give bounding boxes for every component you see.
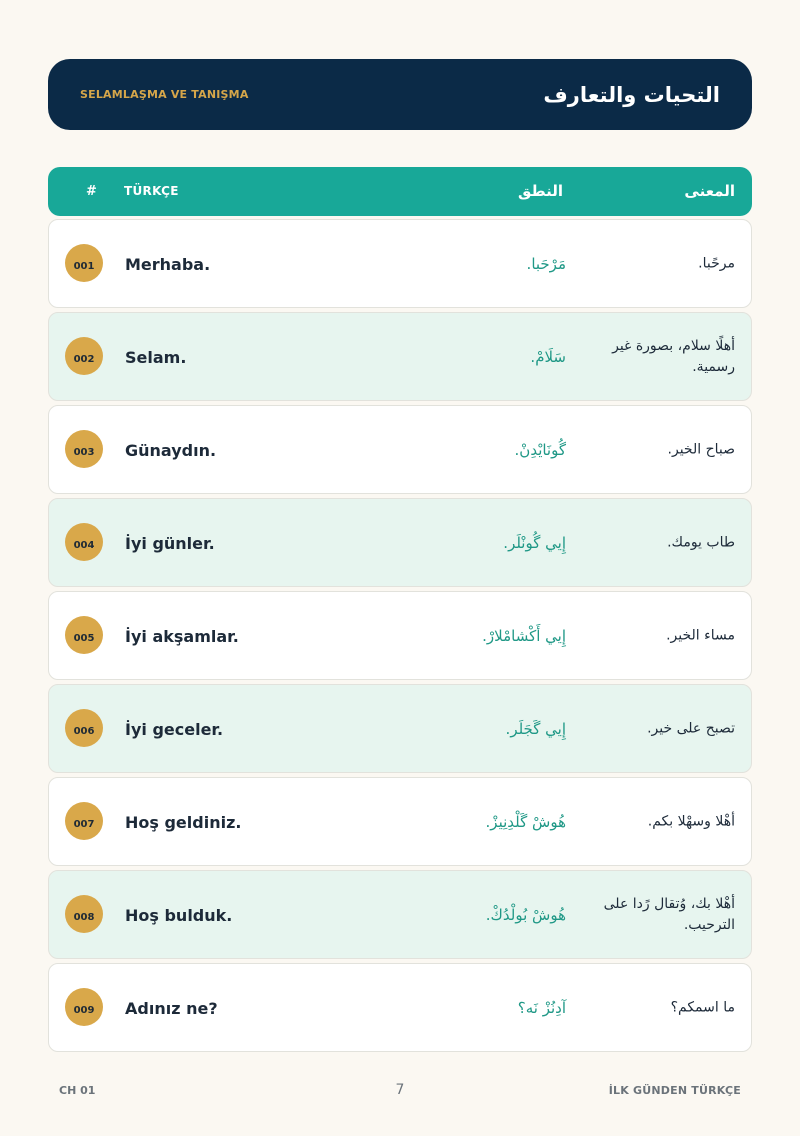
table-row bbox=[48, 219, 752, 308]
table-row bbox=[48, 591, 752, 680]
column-number: # bbox=[86, 184, 97, 199]
pronunciation: إِيي أَكْشامْلارْ. bbox=[482, 627, 566, 645]
meaning: مرحًبا. bbox=[698, 255, 735, 271]
row-number-badge: 008 bbox=[65, 895, 103, 933]
pronunciation: آدِنُزْ نَه؟ bbox=[517, 999, 566, 1017]
meaning: مساء الخير. bbox=[666, 627, 735, 643]
meaning: أهْلا بك، وُتقال رًدا على الترحيب. bbox=[603, 895, 735, 933]
page-number: 7 bbox=[395, 1082, 405, 1098]
table-row bbox=[48, 312, 752, 401]
turkish-phrase: Merhaba. bbox=[125, 255, 211, 274]
column-pronunciation: النطق bbox=[517, 182, 563, 200]
turkish-phrase: Selam. bbox=[125, 348, 187, 367]
column-meaning: المعنى bbox=[684, 182, 735, 200]
turkish-phrase: İyi akşamlar. bbox=[125, 627, 239, 646]
pronunciation: هُوشْ گَلْدِنِيزْ. bbox=[485, 813, 566, 831]
pronunciation: إِيي گَجَلَر. bbox=[505, 720, 566, 738]
pronunciation: هُوشْ بُولْدُكْ. bbox=[485, 906, 566, 924]
table-row bbox=[48, 405, 752, 494]
turkish-phrase: Günaydın. bbox=[125, 441, 217, 460]
turkish-phrase: İyi günler. bbox=[125, 534, 215, 553]
row-number-badge: 007 bbox=[65, 802, 103, 840]
chapter-header bbox=[48, 59, 752, 130]
table-row bbox=[48, 498, 752, 587]
pronunciation: گُونَايْدِنْ. bbox=[514, 441, 566, 459]
turkish-phrase: Adınız ne? bbox=[125, 999, 218, 1018]
meaning: صباح الخير. bbox=[667, 441, 735, 457]
row-number-badge: 009 bbox=[65, 988, 103, 1026]
phrase-table bbox=[48, 219, 752, 1056]
meaning: تصبح على خير. bbox=[647, 720, 735, 736]
pronunciation: مَرْحَبا. bbox=[526, 255, 566, 273]
row-number-badge: 004 bbox=[65, 523, 103, 561]
table-header bbox=[48, 167, 752, 216]
table-row bbox=[48, 777, 752, 866]
section-title: التحيات والتعارف bbox=[543, 82, 720, 107]
meaning: أهلًا سلام، بصورة غير رسمية. bbox=[612, 337, 735, 375]
section-subtitle: SELAMLAŞMA VE TANIŞMA bbox=[80, 88, 249, 101]
table-row bbox=[48, 684, 752, 773]
table-row bbox=[48, 963, 752, 1052]
row-number-badge: 003 bbox=[65, 430, 103, 468]
pronunciation: إِيي گُونْلَر. bbox=[503, 534, 566, 552]
table-row bbox=[48, 870, 752, 959]
book-title: İLK GÜNDEN TÜRKÇE bbox=[608, 1084, 741, 1097]
turkish-phrase: Hoş bulduk. bbox=[125, 906, 233, 925]
row-number-badge: 006 bbox=[65, 709, 103, 747]
row-number-badge: 001 bbox=[65, 244, 103, 282]
column-turkish: TÜRKÇE bbox=[124, 184, 179, 198]
meaning: طاب يومك. bbox=[667, 534, 735, 550]
meaning: أهْلا وسهْلا بكم. bbox=[647, 813, 735, 829]
row-number-badge: 005 bbox=[65, 616, 103, 654]
turkish-phrase: Hoş geldiniz. bbox=[125, 813, 242, 832]
chapter-label: CH 01 bbox=[59, 1084, 96, 1097]
row-number-badge: 002 bbox=[65, 337, 103, 375]
meaning: ما اسمكم؟ bbox=[670, 999, 735, 1015]
turkish-phrase: İyi geceler. bbox=[125, 720, 224, 739]
pronunciation: سَلَامْ. bbox=[530, 348, 566, 366]
